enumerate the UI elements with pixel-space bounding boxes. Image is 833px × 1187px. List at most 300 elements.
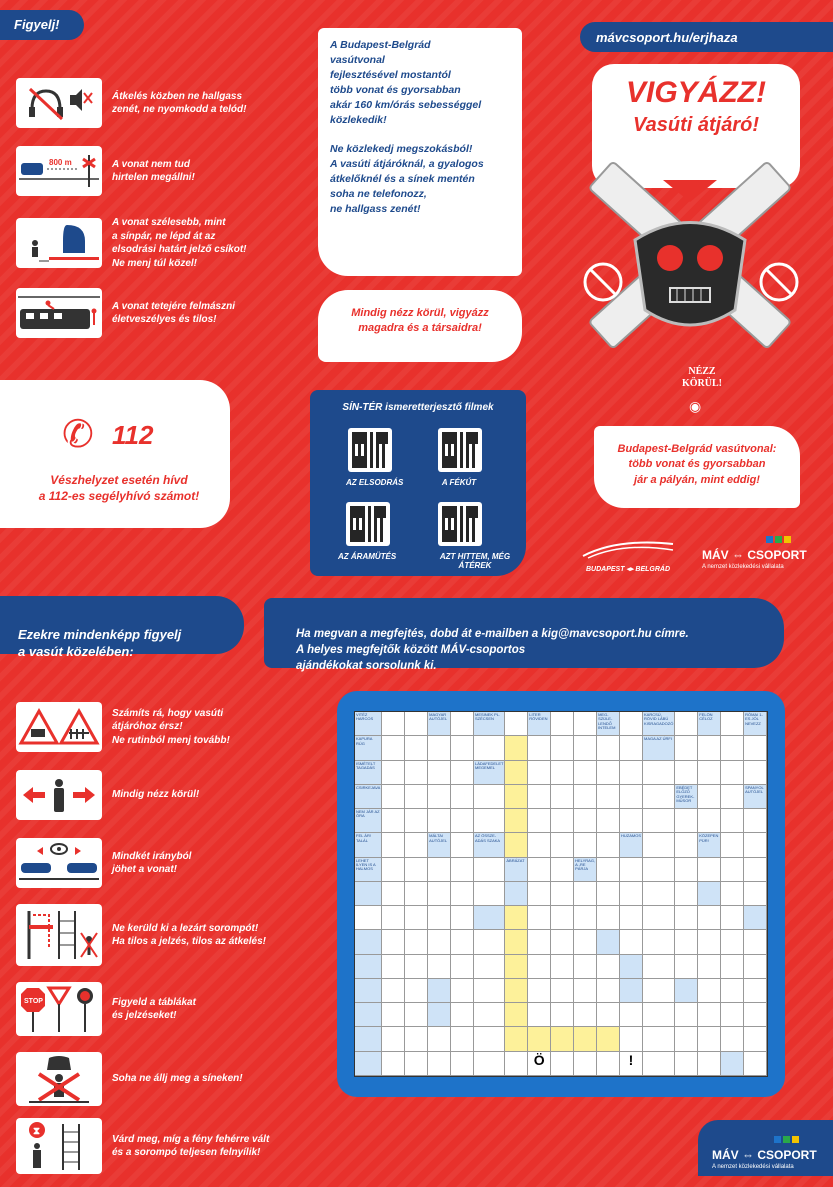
crossword-cell[interactable]	[405, 930, 428, 954]
crossword-cell[interactable]	[405, 785, 428, 809]
crossword-cell[interactable]	[528, 955, 551, 979]
film-label: AZ ELSODRÁS	[346, 478, 404, 487]
tip-text: Mindig nézz körül!	[112, 789, 200, 801]
crossword-cell[interactable]	[721, 858, 744, 882]
crossword-cell[interactable]	[505, 712, 528, 736]
film-item-0[interactable]	[346, 428, 403, 487]
url-banner[interactable]	[580, 22, 833, 52]
crossword-cell[interactable]	[405, 1003, 428, 1027]
crossword-cell[interactable]	[597, 1003, 620, 1027]
watch-banner	[0, 10, 84, 40]
crossword-cell[interactable]	[698, 1003, 721, 1027]
crossword-cell[interactable]	[451, 809, 474, 833]
crossword-solution-cell[interactable]	[505, 761, 528, 785]
crossword-cell[interactable]	[405, 833, 428, 857]
crossword-cell[interactable]	[721, 833, 744, 857]
crossing-signal-icon	[575, 160, 805, 380]
crossword-cell[interactable]	[744, 979, 767, 1003]
no-headphones-phone-icon	[16, 78, 102, 128]
crossword-cell[interactable]	[675, 955, 698, 979]
crossword-cell[interactable]	[474, 979, 505, 1003]
crossword-cell[interactable]	[451, 955, 474, 979]
crossword-cell[interactable]	[528, 882, 551, 906]
crossword-cell[interactable]	[620, 809, 643, 833]
crossword-cell[interactable]	[744, 833, 767, 857]
crossword-cell[interactable]	[551, 882, 574, 906]
crossword-cell[interactable]	[597, 809, 620, 833]
crossword-cell[interactable]	[474, 955, 505, 979]
crossword-cell[interactable]	[528, 833, 551, 857]
crossword-cell[interactable]	[551, 858, 574, 882]
crossword-cell[interactable]	[698, 979, 721, 1003]
film-label: A FÉKÚT	[441, 478, 477, 487]
crossword-clue-cell	[355, 1052, 382, 1076]
crossword-cell[interactable]	[744, 736, 767, 760]
crossword-cell[interactable]	[574, 809, 597, 833]
crossword-cell[interactable]	[551, 1052, 574, 1076]
crossword-clue-cell	[675, 979, 698, 1003]
crossword-cell[interactable]	[382, 979, 405, 1003]
crossword-cell[interactable]	[643, 833, 675, 857]
crossword-cell[interactable]	[551, 833, 574, 857]
tip-row-headphones	[16, 78, 246, 128]
crossword-cell[interactable]	[474, 1052, 505, 1076]
crossword-cell[interactable]	[551, 955, 574, 979]
crossword-solution-cell[interactable]	[574, 1027, 597, 1051]
tip-row-crossing-signs	[16, 702, 230, 752]
look-around-icon	[16, 770, 102, 820]
crossword-cell[interactable]	[643, 979, 675, 1003]
crossword-cell[interactable]	[451, 930, 474, 954]
crossword-solution-cell[interactable]	[505, 979, 528, 1003]
crossword-cell[interactable]	[698, 906, 721, 930]
crossword-cell[interactable]	[382, 858, 405, 882]
crossword-clue-cell	[597, 930, 620, 954]
crossword-cell[interactable]	[744, 955, 767, 979]
crossword-cell[interactable]	[451, 1003, 474, 1027]
crossword-cell[interactable]	[721, 785, 744, 809]
crossword-solution-cell[interactable]	[528, 1027, 551, 1051]
crossword-cell[interactable]	[698, 1027, 721, 1051]
crossword-cell[interactable]	[428, 736, 451, 760]
crossword-cell[interactable]	[382, 785, 405, 809]
crossword-cell[interactable]	[675, 1052, 698, 1076]
crossword-cell[interactable]	[428, 882, 451, 906]
crossword-solution-cell[interactable]	[505, 785, 528, 809]
crossword-cell[interactable]	[405, 1027, 428, 1051]
crossword-cell[interactable]	[428, 809, 451, 833]
crossword-cell[interactable]	[744, 809, 767, 833]
crossword-cell[interactable]	[675, 712, 698, 736]
crossword-cell[interactable]	[643, 930, 675, 954]
watch-title: Figyelj!	[14, 17, 60, 32]
crossword-clue-cell: MAGA AZ ÚRFI	[643, 736, 675, 760]
crossword-cell[interactable]	[574, 1052, 597, 1076]
crossword-cell[interactable]	[528, 736, 551, 760]
crossword-cell[interactable]	[574, 833, 597, 857]
crossword-cell[interactable]	[721, 736, 744, 760]
crossword-solution-cell[interactable]	[597, 1027, 620, 1051]
crossword-cell[interactable]	[474, 1027, 505, 1051]
attention-banner	[0, 596, 244, 659]
crossword-cell[interactable]	[675, 858, 698, 882]
crossword-cell[interactable]	[528, 761, 551, 785]
crossword-cell[interactable]	[744, 1052, 767, 1076]
crossword-cell[interactable]	[597, 736, 620, 760]
crossword-cell[interactable]	[675, 882, 698, 906]
crossword-clue-cell	[355, 882, 382, 906]
crossword-clue-cell	[355, 1027, 382, 1051]
crossword-cell[interactable]	[551, 906, 574, 930]
wide-train-icon	[16, 218, 102, 268]
crossword-cell[interactable]	[382, 712, 405, 736]
crossword-cell[interactable]	[405, 761, 428, 785]
crossword-cell[interactable]	[675, 1027, 698, 1051]
tip-row-distance	[16, 146, 195, 196]
crossword-cell[interactable]	[451, 1052, 474, 1076]
crossword-solution-cell[interactable]	[505, 1003, 528, 1027]
crossword-cell[interactable]	[451, 761, 474, 785]
crossword-cell[interactable]	[405, 882, 428, 906]
crossword-cell[interactable]	[451, 736, 474, 760]
crossword-cell[interactable]	[675, 736, 698, 760]
crossword-cell[interactable]	[474, 858, 505, 882]
crossword-solution-cell[interactable]	[505, 906, 528, 930]
crossword-cell[interactable]	[744, 930, 767, 954]
crossword-solution-cell[interactable]	[505, 736, 528, 760]
crossword-cell[interactable]	[721, 1027, 744, 1051]
crossword-clue-cell	[355, 979, 382, 1003]
look-around-label: NÉZZ KÖRÜL!	[682, 366, 722, 389]
crossword-clue-cell	[355, 1003, 382, 1027]
crossword-cell[interactable]	[382, 906, 405, 930]
qr-code-icon[interactable]	[348, 428, 392, 472]
crossword-cell[interactable]	[597, 906, 620, 930]
crossword-cell[interactable]	[744, 858, 767, 882]
crossword-clue-cell	[620, 955, 643, 979]
film-item-3[interactable]	[424, 502, 526, 570]
crossword-cell[interactable]	[382, 761, 405, 785]
crossword-cell[interactable]	[744, 882, 767, 906]
crossword-cell[interactable]	[698, 761, 721, 785]
emergency-text: Vészhelyzet esetén hívd a 112-es segélyhívó számot!	[38, 473, 200, 504]
crossword-cell[interactable]	[620, 930, 643, 954]
crossword-solution-cell[interactable]	[505, 809, 528, 833]
crossword-cell[interactable]	[721, 761, 744, 785]
crossword-solution-cell[interactable]	[505, 930, 528, 954]
crossword-cell[interactable]	[474, 736, 505, 760]
film-item-2[interactable]	[338, 502, 396, 561]
crossword-cell[interactable]	[528, 858, 551, 882]
crossword-cell[interactable]	[620, 1003, 643, 1027]
crossword-solution-cell[interactable]	[505, 1027, 528, 1051]
crossword-cell[interactable]	[721, 1003, 744, 1027]
crossword-cell[interactable]	[643, 785, 675, 809]
crossword-cell[interactable]	[698, 930, 721, 954]
crossword-cell[interactable]	[744, 761, 767, 785]
crossword-cell[interactable]	[620, 761, 643, 785]
films-title: SÍN-TÉR ismeretterjesztő filmek	[342, 402, 494, 413]
crossword-cell[interactable]	[744, 1027, 767, 1051]
crossword-cell[interactable]	[675, 906, 698, 930]
crossword-cell[interactable]	[451, 833, 474, 857]
crossword-cell[interactable]	[551, 1003, 574, 1027]
crossword-cell[interactable]	[597, 785, 620, 809]
crossword-cell[interactable]	[620, 712, 643, 736]
intro-card	[318, 28, 522, 276]
note-text: Budapest-Belgrád vasútvonal: több vonat és gyorsabban jár a pályán, mint eddig!	[617, 443, 777, 486]
crossword-cell[interactable]	[574, 785, 597, 809]
crossword-cell[interactable]	[405, 712, 428, 736]
crossword-clue-cell: VITÉZ HARCOS	[355, 712, 382, 736]
crossword-cell[interactable]	[574, 736, 597, 760]
tip-row-directions	[16, 838, 191, 888]
crossword-cell[interactable]	[405, 955, 428, 979]
crossword-cell[interactable]	[355, 906, 382, 930]
crossword-cell[interactable]	[474, 809, 505, 833]
train-distance-icon	[16, 146, 102, 196]
crossword-cell[interactable]	[451, 712, 474, 736]
tip-text: Mindkét irányból jöhet a vonat!	[112, 850, 192, 875]
crossword-cell[interactable]	[620, 858, 643, 882]
crossword-cell[interactable]	[597, 955, 620, 979]
tip-row-signs	[16, 982, 196, 1036]
website-link[interactable]: mávcsoport.hu/erjhaza	[596, 30, 738, 45]
crossword-cell[interactable]	[451, 906, 474, 930]
mav-name: MÁV	[702, 548, 729, 562]
tip-text: A vonat nem tud hirtelen megállni!	[112, 158, 195, 183]
crossword-cell[interactable]	[643, 1027, 675, 1051]
crossword-cell[interactable]	[675, 761, 698, 785]
film-item-1[interactable]	[436, 428, 482, 487]
crossword-clue-cell	[698, 882, 721, 906]
crossword-cell[interactable]	[698, 1052, 721, 1076]
crossword-cell[interactable]	[428, 1027, 451, 1051]
crossword-cell[interactable]	[574, 761, 597, 785]
crossword-cell[interactable]	[451, 858, 474, 882]
crossword-cell[interactable]	[643, 882, 675, 906]
crossword-cell[interactable]	[643, 955, 675, 979]
qr-code-icon[interactable]	[438, 502, 482, 546]
crossword-cell[interactable]	[721, 906, 744, 930]
crossword-cell[interactable]	[574, 1003, 597, 1027]
reminder-card	[318, 290, 522, 362]
crossword-cell[interactable]	[574, 712, 597, 736]
crossword-clue-cell: ISMÉTELT TAGADÁS	[355, 761, 382, 785]
crossword-cell[interactable]	[721, 882, 744, 906]
crossword-cell[interactable]	[551, 712, 574, 736]
crossword-cell[interactable]	[597, 833, 620, 857]
crossword-solution-cell[interactable]	[505, 955, 528, 979]
crossword-cell[interactable]	[382, 833, 405, 857]
belgrad-label: BELGRÁD	[635, 566, 671, 573]
crossword-cell[interactable]	[382, 736, 405, 760]
tip-text: Soha ne állj meg a síneken!	[112, 1073, 243, 1085]
crossword-cell[interactable]	[574, 955, 597, 979]
tip-text: Figyeld a táblákat és jelzéseket!	[112, 996, 196, 1021]
crossword-cell[interactable]	[620, 736, 643, 760]
crossword-cell[interactable]	[574, 979, 597, 1003]
emergency-number: 112	[112, 420, 154, 450]
reminder-text: Mindig nézz körül, vigyázz magadra és a társaidra!	[351, 307, 489, 335]
crossword-cell[interactable]	[574, 930, 597, 954]
crossword-solution-cell[interactable]	[551, 1027, 574, 1051]
crossword-clue-cell: MÁLTAI AUTÓJEL	[428, 833, 451, 857]
crossword-cell[interactable]	[698, 736, 721, 760]
crossword-cell[interactable]	[643, 858, 675, 882]
crossword-cell[interactable]	[528, 1003, 551, 1027]
crossword-cell[interactable]	[405, 858, 428, 882]
crossword-cell[interactable]: Ö	[528, 1052, 551, 1076]
contest-banner	[264, 598, 784, 673]
budapest-label: BUDAPEST	[585, 566, 625, 573]
crossword-cell[interactable]	[405, 736, 428, 760]
crossing-signs-icon	[16, 702, 102, 752]
films-panel	[310, 390, 526, 576]
crossword-cell[interactable]	[620, 785, 643, 809]
crossword-cell[interactable]	[382, 1052, 405, 1076]
crossword-cell[interactable]	[528, 979, 551, 1003]
crossword-cell[interactable]	[643, 1003, 675, 1027]
warning-title: VIGYÁZZ!	[626, 76, 766, 109]
both-directions-icon	[16, 838, 102, 888]
crossword-cell[interactable]	[528, 809, 551, 833]
crossword-cell[interactable]	[474, 882, 505, 906]
crossword-cell[interactable]	[428, 858, 451, 882]
crossword-cell[interactable]	[451, 785, 474, 809]
crossword-cell[interactable]	[675, 833, 698, 857]
crossword-cell[interactable]	[574, 882, 597, 906]
mav-logo-bottom: MÁV ⇔ CSOPORT A nemzet közlekedési vállalata	[712, 1148, 817, 1170]
crossword-cell[interactable]	[643, 1052, 675, 1076]
crossword-cell[interactable]	[551, 809, 574, 833]
crossword-cell[interactable]	[528, 906, 551, 930]
crossword-cell[interactable]	[451, 979, 474, 1003]
crossword-clue-cell: HUZAMOS	[620, 833, 643, 857]
crossword-cell[interactable]	[474, 785, 505, 809]
qr-code-icon[interactable]	[346, 502, 390, 546]
crossword-cell[interactable]	[675, 1003, 698, 1027]
crossword-cell[interactable]	[474, 1003, 505, 1027]
mav-group: CSOPORT	[757, 1148, 817, 1162]
crossword-cell[interactable]	[505, 1052, 528, 1076]
brand-squares-icon	[764, 532, 791, 546]
crossword-grid[interactable]	[354, 711, 768, 1077]
svg-text:STOP: STOP	[24, 998, 43, 1005]
crossword-clue-cell	[355, 955, 382, 979]
tip-row-look	[16, 770, 199, 820]
crossword-cell[interactable]	[721, 930, 744, 954]
crossword-cell[interactable]	[597, 979, 620, 1003]
crossword-cell[interactable]	[474, 930, 505, 954]
crossword-cell[interactable]	[675, 809, 698, 833]
crossword-cell[interactable]	[597, 1052, 620, 1076]
crossword-cell[interactable]	[675, 930, 698, 954]
tip-row-wait	[16, 1118, 269, 1174]
crossword-cell[interactable]	[382, 809, 405, 833]
crossword-cell[interactable]	[643, 809, 675, 833]
contest-text: Ha megvan a megfejtés, dobd át e-mailben a kig@mavcsoport.hu címre. A helyes megfejtők között MÁV-csoportos ajándékokat sorsolunk ki.	[296, 628, 689, 673]
crossword-cell[interactable]	[428, 955, 451, 979]
crossword-cell[interactable]: !	[620, 1052, 643, 1076]
crossword-cell[interactable]	[428, 1052, 451, 1076]
crossword-cell[interactable]	[551, 930, 574, 954]
crossword-cell[interactable]	[620, 1027, 643, 1051]
crossword-cell[interactable]	[698, 955, 721, 979]
crossword-cell[interactable]	[643, 906, 675, 930]
crossword-clue-cell	[744, 906, 767, 930]
crossword-clue-cell: MAGYAR AUTÓJEL	[428, 712, 451, 736]
crossword-cell[interactable]	[382, 1027, 405, 1051]
crossword-clue-cell: AZ ÖSSZE-ADÁS SZAKA	[474, 833, 505, 857]
crossword-cell[interactable]	[574, 906, 597, 930]
closed-barrier-icon	[16, 904, 102, 966]
crossword-cell[interactable]	[451, 1027, 474, 1051]
mav-tagline: A nemzet közlekedési vállalata	[702, 564, 784, 570]
crossword-panel	[337, 691, 785, 1097]
crossword-cell[interactable]	[744, 1003, 767, 1027]
mav-name: MÁV	[712, 1148, 739, 1162]
no-standing-on-tracks-icon	[16, 1052, 102, 1106]
crossword-cell[interactable]	[528, 930, 551, 954]
crossword-solution-cell[interactable]	[505, 833, 528, 857]
crossword-cell[interactable]	[382, 882, 405, 906]
crossword-cell[interactable]	[551, 761, 574, 785]
mav-logo-top: MÁV ⇔ CSOPORT A nemzet közlekedési vállalata	[702, 548, 807, 570]
crossword-cell[interactable]	[721, 809, 744, 833]
crossword-cell[interactable]	[620, 882, 643, 906]
crossword-cell[interactable]	[428, 785, 451, 809]
crossword-cell[interactable]	[698, 858, 721, 882]
crossword-cell[interactable]	[428, 906, 451, 930]
crossword-cell[interactable]	[405, 1052, 428, 1076]
tip-text: A vonat tetejére felmászni életveszélyes és tilos!	[112, 300, 236, 325]
crossword-cell[interactable]	[405, 809, 428, 833]
crossword-cell[interactable]	[551, 736, 574, 760]
crossword-cell[interactable]	[551, 785, 574, 809]
crossword-cell[interactable]	[698, 809, 721, 833]
crossword-cell[interactable]	[405, 979, 428, 1003]
crossword-cell[interactable]	[597, 858, 620, 882]
tip-row-wide-train	[16, 216, 247, 270]
crossword-cell[interactable]	[698, 785, 721, 809]
crossword-clue-cell: LÁDAFEDELET MEGEMEL	[474, 761, 505, 785]
crossword-clue-cell	[721, 1052, 744, 1076]
crossword-clue-cell	[505, 882, 528, 906]
crossword-cell[interactable]	[382, 930, 405, 954]
crossword-clue-cell	[428, 979, 451, 1003]
tip-row-roof	[16, 288, 235, 338]
crossword-cell[interactable]	[428, 761, 451, 785]
crossword-cell[interactable]	[551, 979, 574, 1003]
warning-subtitle: Vasúti átjáró!	[633, 114, 759, 136]
qr-code-icon[interactable]	[438, 428, 482, 472]
crossword-cell[interactable]	[405, 906, 428, 930]
crossword-cell[interactable]	[597, 761, 620, 785]
crossword-cell[interactable]	[721, 712, 744, 736]
crossword-cell[interactable]	[451, 882, 474, 906]
crossword-cell[interactable]	[382, 1003, 405, 1027]
crossword-cell[interactable]	[597, 882, 620, 906]
tip-text: Várd meg, míg a fény fehérre vált és a sorompó teljesen felnyílik!	[112, 1133, 270, 1158]
crossword-cell[interactable]	[528, 785, 551, 809]
crossword-cell[interactable]	[721, 979, 744, 1003]
crossword-cell[interactable]	[382, 955, 405, 979]
crossword-cell[interactable]	[428, 930, 451, 954]
crossword-cell[interactable]	[721, 955, 744, 979]
crossword-cell[interactable]	[620, 906, 643, 930]
crossword-cell[interactable]	[643, 761, 675, 785]
